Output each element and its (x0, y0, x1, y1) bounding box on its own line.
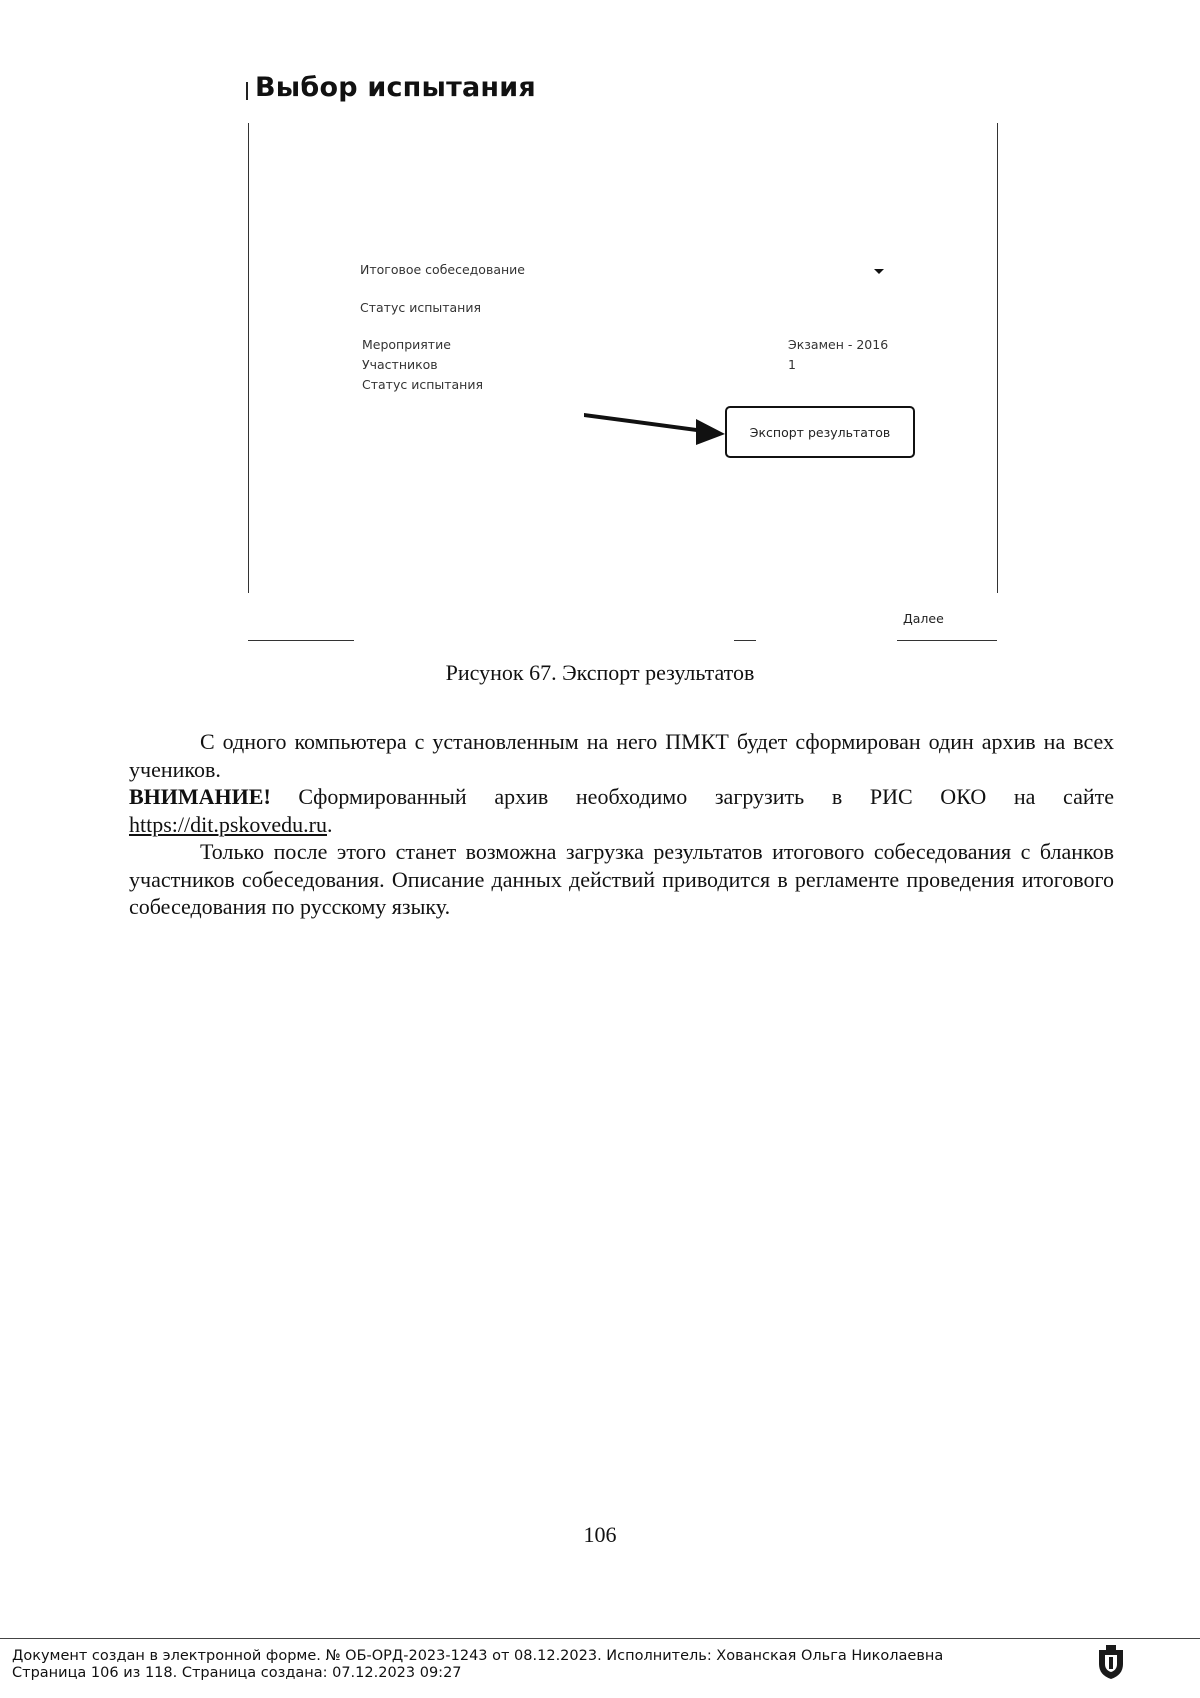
figure-edge-mark (246, 82, 248, 100)
test-select-value: Итоговое собеседование (360, 262, 525, 277)
info-label-participants: Участников (362, 357, 438, 372)
footer-line-2: Страница 106 из 118. Страница создана: 07.12.2023 09:27 (12, 1665, 462, 1681)
figure-caption: Рисунок 67. Экспорт результатов (445, 660, 755, 685)
status-heading: Статус испытания (360, 300, 481, 315)
info-value-participants: 1 (788, 357, 796, 372)
info-label-event: Мероприятие (362, 337, 451, 352)
page-number: 106 (583, 1522, 617, 1547)
export-results-button[interactable]: Экспорт результатов (725, 406, 915, 458)
site-link[interactable]: https://dit.pskovedu.ru (129, 811, 327, 837)
paragraph-1: С одного компьютера с установленным на него ПМКТ будет сформирован один архив на всех учеников. (129, 729, 1114, 782)
figure-right-border (997, 123, 998, 593)
arrow-right-icon (580, 405, 725, 445)
paragraph-2 (129, 783, 1114, 838)
figure-bottom-line (897, 640, 997, 641)
chevron-down-icon (874, 269, 884, 274)
paragraph-3: Только после этого станет возможна загрузка результатов итогового собеседования с бланков участников собеседования. Описание данных действий приводится в регламенте проведения итогового собеседования по русскому языку. (129, 839, 1114, 919)
figure-bottom-line (734, 640, 756, 641)
footer-line-1: Документ создан в электронной форме. № ОБ-ОРД-2023-1243 от 08.12.2023. Исполнитель: Хованская Ольга Николаевна (12, 1648, 944, 1664)
paragraph-2-text: Сформированный архив необходимо загрузить в РИС ОКО на сайте (270, 784, 1114, 809)
figure-left-border (248, 123, 249, 593)
info-label-status: Статус испытания (362, 377, 483, 392)
figure-title: Выбор испытания (255, 72, 536, 103)
figure-bottom-line (248, 640, 354, 641)
document-footer (12, 1648, 943, 1682)
attention-label: ВНИМАНИЕ! (129, 784, 271, 809)
paragraph-2-end: . (327, 811, 333, 837)
test-select-dropdown[interactable] (360, 262, 890, 284)
body-text (129, 728, 1114, 921)
coat-of-arms-icon (1096, 1644, 1126, 1680)
next-button[interactable]: Далее (903, 611, 944, 626)
info-value-event: Экзамен - 2016 (788, 337, 889, 352)
footer-divider (0, 1638, 1200, 1639)
